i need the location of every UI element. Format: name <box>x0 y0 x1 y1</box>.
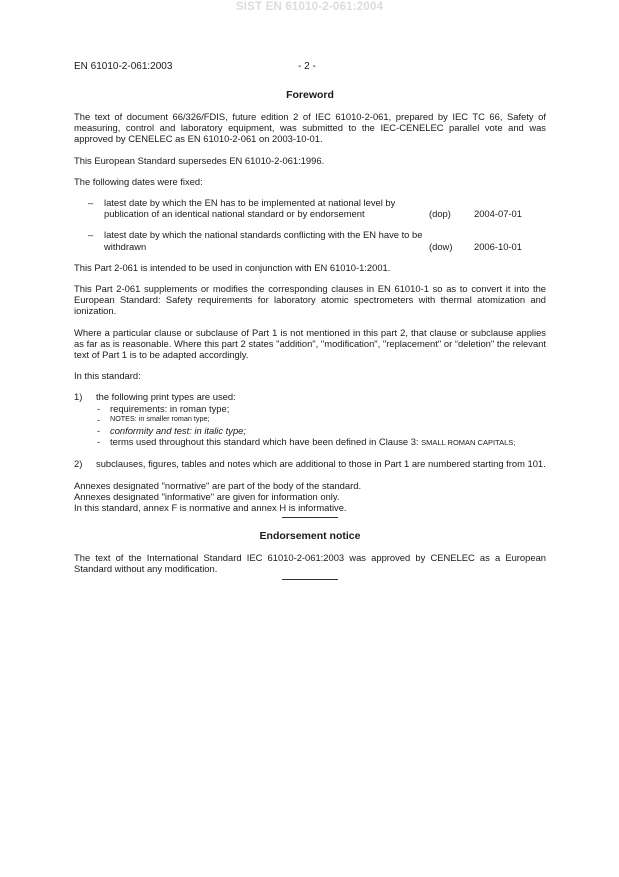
watermark: SIST EN 61010-2-061:2004 <box>235 1 384 13</box>
endorsement-text: The text of the International Standard IEC 61010-2-061:2003 was approved by CENELEC as a European Standard without any modification. <box>74 552 546 575</box>
foreword-paragraph-5: This Part 2-061 supplements or modifies the corresponding clauses in EN 61010-1 so as to convert it into the European Standard: Safety requirements for laboratory atomic spectrometers with thermal atomization and ionization. <box>74 283 546 317</box>
sub-item-text: NOTES: in smaller roman type; <box>110 413 210 423</box>
sub-item-text <box>110 436 546 448</box>
foreword-paragraph-7: In this standard: <box>74 370 141 382</box>
date-item-dow <box>74 229 546 251</box>
date-item-code: (dop) <box>429 208 451 220</box>
sub-item-text-main: terms used throughout this standard which have been defined in Clause 3: <box>110 436 419 448</box>
sub-item <box>96 425 546 436</box>
list-item-body <box>96 391 546 448</box>
date-item-dash: – <box>88 197 94 209</box>
annex-notes <box>74 480 546 514</box>
sub-item-text: conformity and test: in italic type; <box>110 425 246 437</box>
header-doc-id: EN 61010-2-061:2003 <box>74 61 173 72</box>
date-item-date: 2004-07-01 <box>474 208 522 220</box>
date-item-dop <box>74 197 546 219</box>
sub-item-dash: - <box>97 425 101 437</box>
foreword-paragraph-2: This European Standard supersedes EN 61010-2-061:1996. <box>74 154 325 166</box>
list-item-1 <box>74 391 546 448</box>
annex-line: Annexes designated "normative" are part of the body of the standard. <box>74 479 362 491</box>
sub-item <box>96 436 546 448</box>
list-item-text: the following print types are used: <box>96 391 236 403</box>
foreword-paragraph-3: The following dates were fixed: <box>74 175 203 187</box>
annex-line: In this standard, annex F is normative and annex H is informative. <box>74 502 347 514</box>
sub-item-dash: - <box>97 436 101 448</box>
foreword-title: Foreword <box>286 89 334 101</box>
section-divider <box>282 579 338 580</box>
header-page-number: - 2 - <box>298 61 316 72</box>
list-item-number: 1) <box>74 391 83 403</box>
sub-item <box>96 403 546 414</box>
list-item-2 <box>74 458 546 469</box>
list-item-text: subclauses, figures, tables and notes which are additional to those in Part 1 are numbered starting from 101. <box>96 458 546 470</box>
date-item-text: latest date by which the national standards conflicting with the EN have to be withdrawn <box>104 229 423 252</box>
main-content <box>74 89 546 592</box>
small-caps-text: SMALL ROMAN CAPITALS; <box>421 438 516 448</box>
sub-item <box>96 414 546 425</box>
annex-line: Annexes designated "informative" are given for information only. <box>74 490 340 502</box>
foreword-paragraph-6: Where a particular clause or subclause of Part 1 is not mentioned in this part 2, that clause or subclause applies as far as is reasonable. Where this part 2 states "addition", "modification", "replacement" or “deletion" the relevant text of Part 1 is to be adapted accordingly. <box>74 326 546 361</box>
foreword-paragraph-4: This Part 2-061 is intended to be used in conjunction with EN 61010-1:2001. <box>74 261 391 273</box>
date-item-date: 2006-10-01 <box>474 240 522 252</box>
date-item-dash: – <box>88 229 94 241</box>
sub-item-dash: - <box>97 413 101 425</box>
section-divider <box>282 517 338 518</box>
list-item-number: 2) <box>74 458 83 470</box>
date-item-code: (dow) <box>429 240 453 252</box>
sub-item-text: requirements: in roman type; <box>110 402 230 414</box>
date-item-text: latest date by which the EN has to be implemented at national level by publication of an identical national standard or by endorsement <box>104 197 396 220</box>
sub-item-dash: - <box>97 402 101 414</box>
foreword-paragraph-1: The text of document 66/326/FDIS, future edition 2 of IEC 61010-2-061, prepared by IEC TC 66, Safety of measuring, control and laboratory equipment, was submitted to the IEC-CENELEC parallel vote and was approved by CENELEC as EN 61010-2-061 on 2003-10-01. <box>74 111 546 145</box>
endorsement-title: Endorsement notice <box>259 530 361 543</box>
